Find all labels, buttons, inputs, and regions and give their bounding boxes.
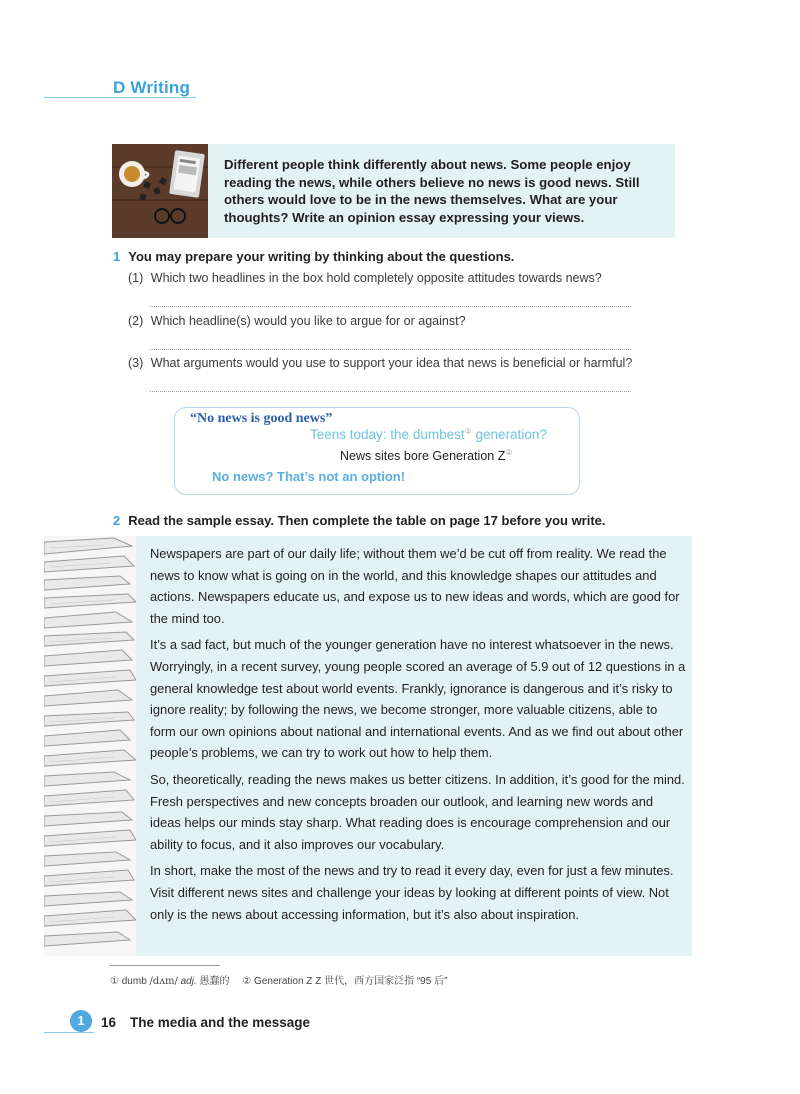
newspaper-stack-image xyxy=(44,536,136,956)
answer-line-1[interactable] xyxy=(150,306,631,307)
task-2-title xyxy=(113,513,606,528)
news-photo xyxy=(112,144,208,238)
essay-paragraph-2: It’s a sad fact, but much of the younger generation have no interest whatsoever in the news. Worryingly, in a recent survey, young people scored an average of 5.9 out of 12 questions in a general knowledge test about world events. Frankly, ignorance is dangerous and it’s risky to ignore reality; by following the news, we become stronger, more valuable citizens, able to form our own opinions about national and international events. And as we find out about other people’s problems, we can try to work out how to help them. xyxy=(150,637,686,761)
question-text: Which headline(s) would you like to argue for or against? xyxy=(150,314,466,328)
footnote-mark-1: ① xyxy=(464,426,472,436)
question-2 xyxy=(128,314,466,328)
footnote-1-ipa: /dʌm/ xyxy=(149,976,178,987)
essay-paragraph-3: So, theoretically, reading the news makes us better citizens. In addition, it’s good for the mind. Fresh perspectives and new concepts broaden our outlook, and learning new words and ideas helps our minds stay sharp. What reading does is encourage comprehension and our ability to focus, and it also improves our vocabulary. xyxy=(150,771,685,852)
unit-title: The media and the message xyxy=(130,1015,311,1030)
footnote-2-term: ② Generation Z xyxy=(242,976,313,987)
question-number: (2) xyxy=(128,314,144,328)
question-number: (1) xyxy=(128,271,144,285)
footnote-rule xyxy=(110,965,220,966)
task-1-number: 1 xyxy=(113,249,121,264)
essay-paragraph-4: In short, make the most of the news and try to read it every day, even for just a few minutes. Visit different news sites and challenge your ideas by looking at different points of view. Not only is the news about accessing information, but it’s also about inspiration. xyxy=(150,863,674,922)
footnote-1-pos: adj. xyxy=(180,976,197,987)
headline-teens-today: Teens today: the dumbest① generation? xyxy=(310,426,547,442)
headline-news-sites: News sites bore Generation Z② xyxy=(340,447,513,463)
question-1 xyxy=(128,271,602,285)
answer-line-3[interactable] xyxy=(150,391,631,392)
headline-not-option: No news? That’s not an option! xyxy=(212,469,406,484)
unit-badge: 1 xyxy=(70,1010,92,1032)
question-3 xyxy=(128,356,632,370)
prompt-text: Different people think differently about news. Some people enjoy reading the news, while others believe no news is good news. Still others would love to be in the news themselves. What are your thoughts? Write an opinion essay expressing your views. xyxy=(224,157,640,225)
task-1-title xyxy=(113,249,514,264)
footnote-mark-2: ② xyxy=(505,447,513,457)
answer-line-2[interactable] xyxy=(150,349,631,350)
question-text: Which two headlines in the box hold completely opposite attitudes towards news? xyxy=(150,271,602,285)
footnote-1-gloss: 愚蠢的 xyxy=(199,976,230,987)
footnote-1-term: ① dumb xyxy=(110,976,147,987)
question-text: What arguments would you use to support your idea that news is beneficial or harmful? xyxy=(150,356,633,370)
page-number: 16 xyxy=(101,1015,117,1030)
task-2-number: 2 xyxy=(113,513,121,528)
heading-rule xyxy=(44,97,196,98)
footnotes xyxy=(110,972,447,987)
headline-no-news: “No news is good news” xyxy=(190,411,333,426)
footnote-2-gloss: Z 世代，西方国家泛指 “95 后” xyxy=(315,976,448,987)
question-number: (3) xyxy=(128,356,144,370)
task-1-text: You may prepare your writing by thinking about the questions. xyxy=(128,249,515,264)
section-title: D Writing xyxy=(113,78,191,97)
essay-paragraph-1: Newspapers are part of our daily life; without them we’d be cut off from reality. We read the news to know what is going on in the world, and this knowledge shapes our attitudes and actions. Newspapers educate us, and expose us to new ideas and words, which are good for the mind too. xyxy=(150,546,680,626)
task-2-text: Read the sample essay. Then complete the table on page 17 before you write. xyxy=(128,513,606,528)
footer-rule xyxy=(44,1032,94,1033)
sample-essay xyxy=(150,543,686,930)
